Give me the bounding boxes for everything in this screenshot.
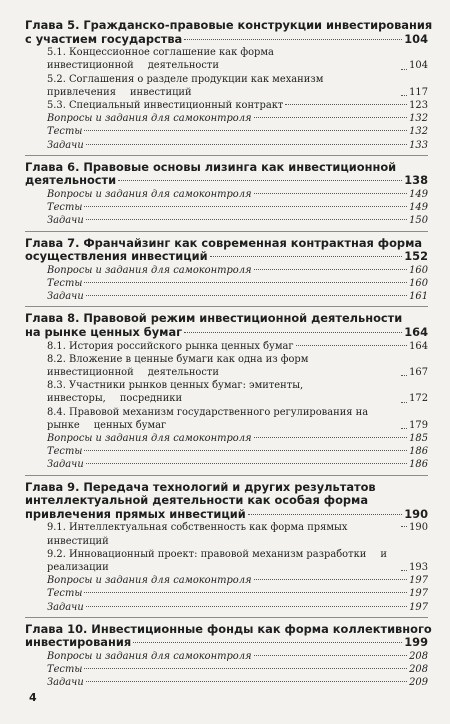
toc-entry-label: Тесты [47,664,83,676]
chapter-title[interactable] [25,312,428,339]
toc-entry-label-continued: деятельности [147,60,219,72]
toc-entry-label: 5.2. Соглашения о разделе продукции как механизм привлечения [47,73,324,98]
toc-exercise-entry[interactable] [25,125,428,138]
chapter-page-number: 199 [404,635,428,650]
toc-entry-label: 8.3. Участники рынков ценных бумаг: эмитенты, инвесторы, [47,380,304,405]
chapter-title[interactable] [25,481,428,522]
toc-entry-label: 8.1. История российского рынка ценных бумаг [47,340,294,352]
toc-entry-label: 8.4. Правовой механизм государственного регулирования на рынке [47,406,369,431]
toc-exercise-entry[interactable] [25,139,428,152]
toc-exercise-entry[interactable] [25,201,428,214]
toc-exercise-entry[interactable] [25,663,428,676]
toc-entry[interactable] [25,353,428,379]
toc-entry-page-number: 208 [409,664,428,676]
toc-entry-page-number: 161 [409,291,428,303]
dot-leader [86,219,407,220]
dot-leader [401,69,407,70]
chapter-title-line: Глава 10. Инвестиционные фонды как форма коллективного [25,621,432,636]
dot-leader [84,668,407,669]
dot-leader [84,130,407,131]
toc-entry-label: Вопросы и задания для самоконтроля [47,264,252,276]
toc-entry-label: 9.1. Интеллектуальная собственность как форма прямых инвестиций [47,522,348,547]
dot-leader [254,655,408,656]
toc-entry-page-number: 132 [409,126,428,138]
dot-leader [86,295,407,296]
toc-entry[interactable] [25,73,428,99]
toc-entry-page-number: 160 [409,278,428,289]
dot-leader [184,332,402,333]
toc-entry[interactable] [25,46,428,72]
chapter-title-line: Глава 7. Франчайзинг как современная контрактная форма [25,235,423,250]
toc-exercise-entry[interactable] [25,458,428,471]
toc-entry-label-continued: деятельности [147,367,219,378]
dot-leader [118,180,402,181]
chapter-title-line: инвестирования [25,635,132,650]
toc-entry[interactable] [25,340,428,353]
chapter-title-line: Глава 9. Передача технологий и других результатов [25,479,376,494]
toc-entry-page-number: 186 [409,446,428,458]
chapter-page-number: 152 [404,249,428,264]
toc-entry-page-number: 132 [409,113,428,125]
chapter-section [25,307,428,475]
toc-exercise-entry[interactable] [25,290,428,303]
dot-leader [401,526,407,527]
toc-entry-label: Тесты [47,278,83,289]
toc-entry-label: Вопросы и задания для самоконтроля [47,189,252,200]
toc-entry-page-number: 179 [409,419,428,431]
toc-exercise-entry[interactable] [25,601,428,614]
chapter-title[interactable] [25,161,428,188]
toc-entry[interactable] [25,548,428,574]
dot-leader [210,256,403,257]
toc-entry-label-continued: инвестиций [129,86,192,98]
chapter-page-number: 190 [404,506,428,521]
toc-entry-label: Задачи [47,139,84,151]
dot-leader [401,570,407,571]
toc-entry-label: Вопросы и задания для самоконтроля [47,575,252,587]
dot-leader [254,117,408,118]
chapter-title-line: Глава 8. Правовой режим инвестиционной деятельности [25,311,403,326]
toc-entry-page-number: 167 [409,367,428,378]
toc-entry-page-number: 117 [409,86,428,98]
toc-entry-page-number: 193 [409,562,428,574]
dot-leader [184,39,402,40]
dot-leader [401,375,407,376]
dot-leader [84,592,407,593]
dot-leader [86,681,407,682]
toc-exercise-entry[interactable] [25,112,428,125]
chapter-title-line: Глава 6. Правовые основы лизинга как инвестиционной [25,159,397,174]
toc-entry-label: 8.2. Вложение в ценные бумаги как одна из форм инвестиционной [47,353,309,378]
toc-entry-label: Тесты [47,446,83,458]
dot-leader [254,193,408,194]
toc-entry-page-number: 209 [409,677,428,689]
toc-entry-page-number: 133 [409,139,428,151]
toc-entry-label: Задачи [47,215,84,227]
toc-entry-label: Задачи [47,677,84,689]
toc-entry[interactable] [25,379,428,405]
dot-leader [401,95,407,96]
toc-entry-page-number: 149 [409,189,428,200]
chapter-title-line: привлечения прямых инвестиций [25,506,246,521]
table-of-contents [25,14,433,693]
dot-leader [254,579,408,580]
toc-entry-label: 5.1. Концессионное соглашение как форма инвестиционной [47,47,274,72]
toc-entry-label-continued: ценных бумаг [93,419,167,431]
chapter-section [25,14,433,156]
toc-entry-page-number: 185 [409,433,428,445]
toc-exercise-entry[interactable] [25,214,428,227]
toc-entry-label: Тесты [47,588,83,600]
chapter-title-line: на рынке ценных бумаг [25,325,183,339]
toc-exercise-entry[interactable] [25,277,428,290]
toc-entry-label: Задачи [47,291,84,303]
dot-leader [401,428,407,429]
chapter-title[interactable] [25,237,428,264]
toc-exercise-entry[interactable] [25,432,428,445]
chapter-title-line: Глава 5. Гражданско-правовые конструкции инвестирования [25,18,433,32]
toc-exercise-entry[interactable] [25,264,428,277]
toc-entry-page-number: 186 [409,459,428,471]
chapter-title-line: деятельности [25,173,117,188]
dot-leader [86,463,407,464]
toc-exercise-entry[interactable] [25,650,428,663]
chapter-title[interactable] [25,621,432,650]
chapter-section [25,232,428,308]
dot-leader [254,269,408,270]
toc-entry-page-number: 197 [409,575,428,587]
toc-entry-label-continued: и реализации [47,548,387,574]
toc-entry-label: Тесты [47,126,83,138]
chapter-page-number: 138 [404,173,428,188]
dot-leader [296,345,408,346]
chapter-title-line: осуществления инвестиций [25,249,208,264]
dot-leader [133,642,402,643]
chapter-title[interactable] [25,18,433,46]
dot-leader [248,514,402,515]
toc-entry-label: Вопросы и задания для самоконтроля [47,113,252,125]
toc-entry-label-continued: посредники [119,393,183,405]
dot-leader [84,206,407,207]
toc-entry-label: Задачи [47,459,84,471]
chapter-title-line: с участием государства [25,31,183,46]
chapter-page-number: 164 [404,325,428,339]
toc-exercise-entry[interactable] [25,574,428,587]
toc-entry-page-number: 208 [409,651,428,663]
chapter-title-line: интеллектуальной деятельности как особая форма [25,493,369,508]
toc-exercise-entry[interactable] [25,445,428,458]
dot-leader [285,104,407,105]
toc-entry-label: 9.2. Инновационный проект: правовой механизм разработки [47,548,367,560]
dot-leader [86,606,407,607]
toc-entry[interactable] [25,521,428,547]
chapter-section [25,618,432,693]
dot-leader [84,282,407,283]
toc-entry-label: Вопросы и задания для самоконтроля [47,651,252,663]
toc-entry[interactable] [25,406,428,432]
toc-entry-label: Тесты [47,202,83,214]
toc-entry-page-number: 149 [409,202,428,214]
dot-leader [86,144,407,145]
toc-entry[interactable] [25,99,428,112]
toc-entry-page-number: 164 [409,340,428,352]
toc-entry-page-number: 197 [409,601,428,613]
toc-entry-page-number: 197 [409,588,428,600]
toc-exercise-entry[interactable] [25,676,428,689]
dot-leader [254,437,408,438]
toc-exercise-entry[interactable] [25,587,428,600]
dot-leader [84,450,407,451]
chapter-section [25,476,428,618]
dot-leader [401,402,407,403]
toc-entry-label: Задачи [47,601,84,613]
toc-entry-label: Вопросы и задания для самоконтроля [47,433,252,445]
page-number: 4 [29,691,37,704]
toc-entry-label: 5.3. Специальный инвестиционный контракт [47,100,284,111]
toc-exercise-entry[interactable] [25,188,428,201]
toc-entry-page-number: 172 [409,393,428,405]
chapter-section [25,156,428,232]
toc-entry-page-number: 123 [409,100,428,111]
toc-entry-page-number: 104 [409,60,428,72]
toc-entry-page-number: 160 [409,264,428,276]
toc-entry-page-number: 150 [409,215,428,227]
chapter-page-number: 104 [404,31,428,46]
toc-entry-page-number: 190 [409,522,428,534]
